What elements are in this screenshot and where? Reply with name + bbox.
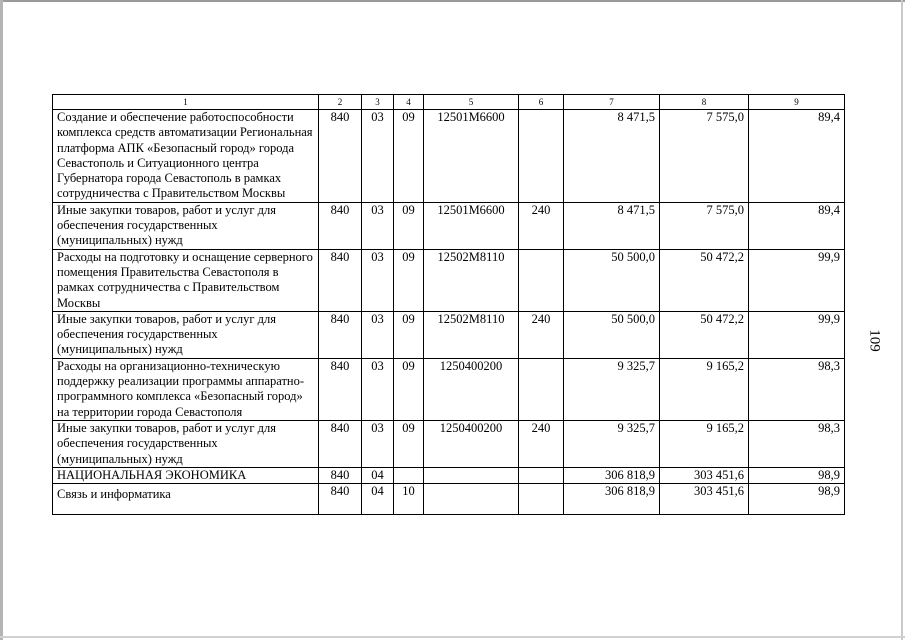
table-row xyxy=(53,110,845,203)
row-subsection-cell: 09 xyxy=(394,202,424,249)
row-target-cell: 12501М6600 xyxy=(424,110,519,203)
row-name-cell: Связь и информатика xyxy=(53,484,319,515)
row-percent-cell: 89,4 xyxy=(749,110,845,203)
scan-edge-right xyxy=(901,0,903,640)
row-section-cell: 03 xyxy=(362,249,394,311)
row-percent-cell: 99,9 xyxy=(749,311,845,358)
row-name-cell: Расходы на организационно-техническую поддержку реализации программы аппаратно-программного комплекса «Безопасный город» на территории города Севастополя xyxy=(53,358,319,420)
row-type-cell: 240 xyxy=(519,420,564,467)
row-target-cell: 12502М8110 xyxy=(424,311,519,358)
table-row xyxy=(53,467,845,483)
header-cell-5: 5 xyxy=(424,95,519,110)
row-actual-cell: 303 451,6 xyxy=(660,467,749,483)
header-row xyxy=(53,95,845,110)
row-plan-cell: 306 818,9 xyxy=(564,484,660,515)
row-actual-cell: 9 165,2 xyxy=(660,420,749,467)
row-section-cell: 03 xyxy=(362,358,394,420)
row-target-cell xyxy=(424,467,519,483)
row-code-cell: 840 xyxy=(319,467,362,483)
row-percent-cell: 89,4 xyxy=(749,202,845,249)
row-section-cell: 03 xyxy=(362,202,394,249)
row-code-cell: 840 xyxy=(319,110,362,203)
row-name-cell: Создание и обеспечение работоспособности комплекса средств автоматизации Региональная платформа АПК «Безопасный город» города Севастополь и Ситуационного центра Губернатора города Севастополь в рамках сотрудничества с Правительством Москвы xyxy=(53,110,319,203)
row-actual-cell: 7 575,0 xyxy=(660,110,749,203)
row-plan-cell: 50 500,0 xyxy=(564,249,660,311)
row-type-cell xyxy=(519,358,564,420)
header-cell-4: 4 xyxy=(394,95,424,110)
row-code-cell: 840 xyxy=(319,202,362,249)
header-cell-9: 9 xyxy=(749,95,845,110)
header-cell-7: 7 xyxy=(564,95,660,110)
row-section-cell: 04 xyxy=(362,484,394,515)
table-row xyxy=(53,420,845,467)
row-actual-cell: 7 575,0 xyxy=(660,202,749,249)
row-actual-cell: 50 472,2 xyxy=(660,249,749,311)
row-actual-cell: 9 165,2 xyxy=(660,358,749,420)
row-percent-cell: 98,9 xyxy=(749,484,845,515)
row-percent-cell: 98,3 xyxy=(749,420,845,467)
table-row xyxy=(53,311,845,358)
row-name-cell: Иные закупки товаров, работ и услуг для обеспечения государственных (муниципальных) нужд xyxy=(53,202,319,249)
row-plan-cell: 50 500,0 xyxy=(564,311,660,358)
row-plan-cell: 8 471,5 xyxy=(564,202,660,249)
row-subsection-cell: 10 xyxy=(394,484,424,515)
row-percent-cell: 99,9 xyxy=(749,249,845,311)
table-row xyxy=(53,484,845,515)
row-percent-cell: 98,3 xyxy=(749,358,845,420)
budget-table xyxy=(52,94,845,515)
row-section-cell: 03 xyxy=(362,110,394,203)
row-code-cell: 840 xyxy=(319,358,362,420)
row-type-cell: 240 xyxy=(519,202,564,249)
row-subsection-cell: 09 xyxy=(394,420,424,467)
row-target-cell xyxy=(424,484,519,515)
row-code-cell: 840 xyxy=(319,249,362,311)
table-row xyxy=(53,249,845,311)
row-actual-cell: 303 451,6 xyxy=(660,484,749,515)
row-section-cell: 03 xyxy=(362,311,394,358)
row-type-cell xyxy=(519,249,564,311)
row-name-cell: НАЦИОНАЛЬНАЯ ЭКОНОМИКА xyxy=(53,467,319,483)
header-cell-3: 3 xyxy=(362,95,394,110)
page-number: 109 xyxy=(866,329,883,352)
row-plan-cell: 306 818,9 xyxy=(564,467,660,483)
scan-edge-bottom xyxy=(0,636,905,638)
row-subsection-cell xyxy=(394,467,424,483)
row-subsection-cell: 09 xyxy=(394,249,424,311)
scan-edge-left xyxy=(0,0,3,640)
table-row xyxy=(53,358,845,420)
row-section-cell: 04 xyxy=(362,467,394,483)
row-type-cell xyxy=(519,467,564,483)
table-row xyxy=(53,202,845,249)
row-subsection-cell: 09 xyxy=(394,110,424,203)
header-cell-6: 6 xyxy=(519,95,564,110)
row-plan-cell: 9 325,7 xyxy=(564,420,660,467)
row-actual-cell: 50 472,2 xyxy=(660,311,749,358)
row-type-cell xyxy=(519,110,564,203)
row-section-cell: 03 xyxy=(362,420,394,467)
header-cell-1: 1 xyxy=(53,95,319,110)
header-cell-8: 8 xyxy=(660,95,749,110)
scan-edge-top xyxy=(0,0,905,2)
row-target-cell: 12502М8110 xyxy=(424,249,519,311)
row-subsection-cell: 09 xyxy=(394,358,424,420)
row-name-cell: Иные закупки товаров, работ и услуг для обеспечения государственных (муниципальных) нужд xyxy=(53,311,319,358)
row-name-cell: Иные закупки товаров, работ и услуг для обеспечения государственных (муниципальных) нужд xyxy=(53,420,319,467)
row-target-cell: 1250400200 xyxy=(424,420,519,467)
row-plan-cell: 8 471,5 xyxy=(564,110,660,203)
row-target-cell: 1250400200 xyxy=(424,358,519,420)
row-type-cell xyxy=(519,484,564,515)
row-type-cell: 240 xyxy=(519,311,564,358)
row-subsection-cell: 09 xyxy=(394,311,424,358)
row-plan-cell: 9 325,7 xyxy=(564,358,660,420)
row-target-cell: 12501М6600 xyxy=(424,202,519,249)
row-code-cell: 840 xyxy=(319,311,362,358)
row-name-cell: Расходы на подготовку и оснащение серверного помещения Правительства Севастополя в рамках сотрудничества с Правительством Москвы xyxy=(53,249,319,311)
row-code-cell: 840 xyxy=(319,484,362,515)
row-code-cell: 840 xyxy=(319,420,362,467)
row-percent-cell: 98,9 xyxy=(749,467,845,483)
header-cell-2: 2 xyxy=(319,95,362,110)
